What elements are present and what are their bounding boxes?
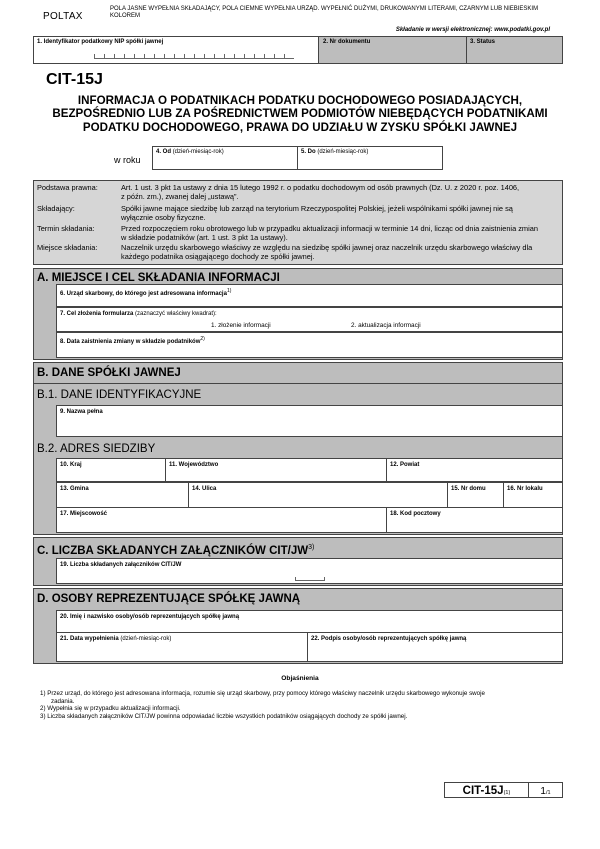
footer-page-total: /1	[545, 790, 551, 796]
footer-page: 1	[540, 786, 546, 797]
section-d-title: D. OSOBY REPREZENTUJĄCE SPÓŁKĘ JAWNĄ	[37, 593, 301, 605]
county-label: 12. Powiat	[390, 462, 420, 468]
footer-code-box	[444, 782, 529, 798]
section-b-divider	[33, 383, 563, 384]
city-field[interactable]	[56, 507, 387, 533]
voivodeship-field[interactable]	[165, 458, 387, 482]
place-line-2: każdego podatnika osiągającego dochody ze spółki jawnej.	[121, 252, 315, 261]
divider	[466, 37, 467, 63]
filer-line-2: wyłącznie osoby fizyczne.	[121, 213, 206, 222]
footer-page-box	[528, 782, 563, 798]
purpose-text: 7. Cel złożenia formularza	[60, 311, 134, 317]
tax-office-sup: 1)	[226, 288, 232, 294]
date-from-field[interactable]	[152, 146, 298, 170]
street-label: 14. Ulica	[192, 486, 217, 492]
note-2: 2) Wypełnia się w przypadku aktualizacji informacji.	[40, 705, 181, 712]
postal-code-field[interactable]	[386, 507, 563, 533]
footer-version: (1)	[503, 790, 511, 796]
tax-office-field[interactable]	[56, 284, 563, 307]
full-name-label: 9. Nazwa pełna	[60, 409, 103, 415]
note-3: 3) Liczba składanych załączników CIT/JW powinna odpowiadać liczbie wszystkich podatników osiągających dochody ze spółki jawnej.	[40, 712, 408, 720]
date-to-label	[301, 149, 368, 156]
house-number-label: 15. Nr domu	[451, 486, 486, 492]
section-b-title: B. DANE SPÓŁKI JAWNEJ	[37, 367, 181, 379]
place-line-1: Naczelnik urzędu skarbowego właściwy ze względu na siedzibę spółki jawnej oraz naczelnik urzędu skarbowego właściwy dla	[121, 243, 533, 252]
form-title	[30, 94, 570, 134]
postal-code-label: 18. Kod pocztowy	[390, 511, 441, 517]
footer-code: CIT-15J	[462, 785, 504, 797]
country-label: 10. Kraj	[60, 462, 82, 468]
fill-date-label	[60, 636, 171, 643]
nip-field[interactable]	[34, 37, 319, 63]
section-c-sup: 3)	[308, 544, 315, 551]
status-label: 3. Status	[470, 39, 496, 45]
poltax-logo: POLTAX	[43, 11, 83, 22]
date-to-field[interactable]	[297, 146, 443, 170]
full-name-field[interactable]	[56, 405, 563, 437]
attachments-count-label: 19. Liczba składanych załączników CIT/JW	[60, 562, 182, 568]
b1-title: B.1. DANE IDENTYFIKACYJNE	[37, 389, 202, 401]
notes-list	[40, 690, 560, 720]
signature-label: 22. Podpis osoby/osób reprezentujących spółkę jawną	[311, 636, 467, 642]
country-field[interactable]	[56, 458, 166, 482]
change-date-label	[60, 336, 205, 346]
basis-line-1: Art. 1 ust. 3 pkt 1a ustawy z dnia 15 lutego 1992 r. o podatku dochodowym od osób prawnych (Dz. U. z 2020 r. poz. 1406,	[121, 183, 520, 192]
b2-title: B.2. ADRES SIEDZIBY	[37, 443, 156, 455]
attachments-count-comb	[295, 577, 325, 581]
tax-office-text: 6. Urząd skarbowy, do którego jest adresowana informacja	[60, 291, 227, 297]
deadline-line-2: w składzie podatników (art. 1 ust. 3 pkt 1a ustawy).	[121, 233, 288, 242]
place-label: Miejsce składania:	[37, 243, 98, 252]
county-field[interactable]	[386, 458, 563, 482]
tax-office-label	[60, 288, 231, 298]
change-date-text: 8. Data zaistnienia zmiany w składzie podatników	[60, 339, 201, 345]
apartment-number-field[interactable]	[503, 482, 563, 508]
section-c-text: C. LICZBA SKŁADANYCH ZAŁĄCZNIKÓW CIT/JW	[37, 544, 309, 557]
form-code: CIT-15J	[46, 71, 103, 88]
purpose-label	[60, 311, 217, 318]
date-from-label	[156, 149, 224, 156]
w-roku-label: w roku	[114, 155, 141, 165]
signature-field[interactable]	[307, 632, 563, 662]
purpose-field[interactable]	[56, 307, 563, 332]
deadline-text	[121, 224, 561, 242]
street-field[interactable]	[188, 482, 448, 508]
fill-instructions: POLA JASNE WYPEŁNIA SKŁADAJĄCY, POLA CIEMNE WYPEŁNIA URZĄD. WYPEŁNIĆ DUŻYMI, DRUKOWANYMI LITERAMI, CZARNYM LUB NIEBIESKIM KOLOREM	[110, 6, 539, 19]
note-1-line-2: zadania.	[51, 697, 75, 705]
title-line-1: INFORMACJA O PODATNIKACH PODATKU DOCHODOWEGO POSIADAJĄCYCH,	[77, 94, 523, 107]
doc-number-label: 2. Nr dokumentu	[323, 39, 371, 45]
basis-text	[121, 183, 561, 201]
note-1-line-1: 1) Przez urząd, do którego jest adresowana informacja, rozumie się urząd skarbowy, przy pomocy którego właściwy naczelnik urzędu skarbowego wykonuje swoje	[40, 690, 485, 697]
title-line-2: BEZPOŚREDNIO LUB ZA POŚREDNICTWEM PODMIOTÓW NIEBĘDĄCYCH PODATNIKAMI	[52, 107, 548, 121]
filer-text	[121, 204, 561, 222]
change-date-sup: 2)	[200, 336, 205, 342]
fill-date-field[interactable]	[56, 632, 308, 662]
section-a-title: A. MIEJSCE I CEL SKŁADANIA INFORMACJI	[37, 272, 280, 284]
place-text	[121, 243, 561, 261]
filer-line-1: Spółki jawne mające siedzibę lub zarząd na terytorium Rzeczypospolitej Polskiej, jeżeli wspólnikami spółki jawnej nie są	[121, 204, 513, 213]
representatives-label: 20. Imię i nazwisko osoby/osób reprezentujących spółkę jawną	[60, 614, 240, 620]
deadline-label: Termin składania:	[37, 224, 95, 233]
title-line-3: PODATKU DOCHODOWEGO, PRAWA DO UDZIAŁU W ZYSKU SPÓŁKI JAWNEJ	[82, 120, 518, 134]
fill-date-text: 21. Data wypełnienia	[60, 636, 119, 642]
municipality-label: 13. Gmina	[60, 486, 89, 492]
notes-title: Objaśnienia	[281, 675, 319, 682]
date-from-hint: (dzień-miesiąc-rok)	[172, 149, 224, 155]
voivodeship-label: 11. Województwo	[169, 462, 219, 468]
fill-date-hint: (dzień-miesiąc-rok)	[120, 636, 172, 642]
attachments-count-field[interactable]	[56, 558, 563, 584]
municipality-field[interactable]	[56, 482, 189, 508]
city-label: 17. Miejscowość	[60, 511, 108, 517]
basis-line-2: z późn. zm.), zwanej dalej „ustawą”.	[121, 192, 239, 201]
section-c-title	[37, 541, 314, 558]
date-from-number: 4. Od	[156, 149, 172, 155]
representatives-field[interactable]	[56, 610, 563, 633]
purpose-hint: (zaznaczyć właściwy kwadrat):	[135, 311, 217, 317]
house-number-field[interactable]	[447, 482, 504, 508]
deadline-line-1: Przed rozpoczęciem roku obrotowego lub w przypadku aktualizacji informacji w terminie 14 dni, licząc od dnia zaistnienia zmian	[121, 224, 538, 233]
apartment-number-label: 16. Nr lokalu	[507, 486, 543, 492]
filer-label: Składający:	[37, 204, 75, 213]
date-to-hint: (dzień-miesiąc-rok)	[317, 149, 369, 155]
option-update[interactable]: 2. aktualizacja informacji	[351, 322, 421, 329]
change-date-field[interactable]	[56, 332, 563, 358]
date-to-number: 5. Do	[301, 149, 316, 155]
electronic-filing-note: Składanie w wersji elektronicznej: www.podatki.gov.pl	[395, 27, 550, 33]
option-submit[interactable]: 1. złożenie informacji	[211, 322, 271, 329]
nip-comb	[94, 54, 294, 59]
nip-label: 1. Identyfikator podatkowy NIP spółki jawnej	[37, 39, 164, 45]
basis-label: Podstawa prawna:	[37, 183, 98, 192]
